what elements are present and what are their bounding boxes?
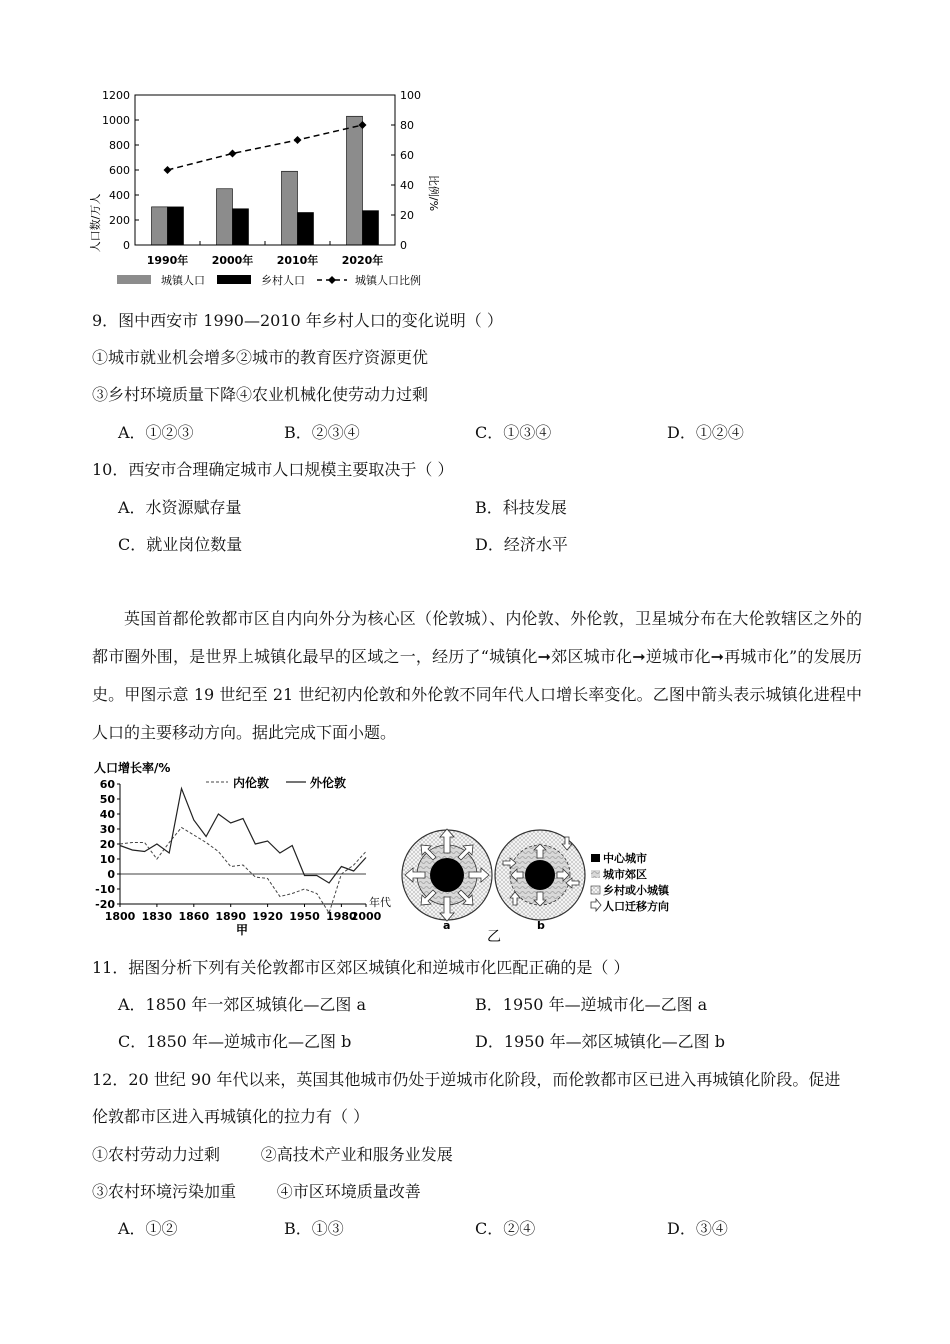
chart1-bar-urban — [152, 207, 168, 245]
q9-option-d[interactable]: D．①②④ — [667, 423, 744, 442]
q10-option-a[interactable]: A．水资源赋存量 — [118, 498, 242, 517]
q11-option-a[interactable]: A．1850 年一郊区城镇化—乙图 a — [118, 995, 366, 1014]
chart1-ytick-label: 1200 — [102, 89, 130, 102]
q9-option-a[interactable]: A．①②③ — [118, 423, 194, 442]
q11-option-b[interactable]: B．1950 年—逆城市化—乙图 a — [475, 995, 708, 1014]
chart2-ytick-label: 10 — [99, 853, 115, 866]
chart1-ytick-label: 600 — [109, 164, 130, 177]
chart1-ytick-label: 0 — [123, 239, 130, 252]
chart1-bar-urban — [282, 171, 298, 245]
diagram-a — [402, 829, 492, 932]
q12-option-b[interactable]: B．①③ — [284, 1219, 344, 1238]
chart2-outer-london-line — [120, 789, 366, 884]
chart1-y2tick-label: 40 — [400, 179, 414, 192]
legend-rural-swatch — [591, 886, 600, 894]
chart1-ratio-polyline — [168, 125, 363, 170]
chart2-xtick-label: 1980 — [326, 910, 357, 923]
legend-arrow-label: 人口迁移方向 — [603, 900, 669, 913]
chart2-xtick-label: 1860 — [178, 910, 210, 923]
chart2-ylabel: 人口增长率/% — [94, 761, 171, 775]
chart2-ytick-label: -10 — [95, 883, 115, 896]
chart2-xtick-label: 1830 — [141, 910, 173, 923]
q12-statement-2: ③农村环境污染加重 ④市区环境质量改善 — [92, 1182, 421, 1201]
passage-london: 英国首都伦敦都市区自内向外分为核心区（伦敦城）、内伦敦、外伦敦，卫星城分布在大伦敦辖区之外的都市圈外围，是世界上城镇化最早的区域之一，经历了“城镇化➞郊区城市化➞逆城市化➞再城市化”的发展历史。甲图示意 19 世纪至 21 世纪初内伦敦和外伦敦不同年代人口增长率变化。乙图中箭头表示城镇化进程中人口的主要移动方向。据此完成下面小题。 — [92, 609, 862, 742]
chart1-ytick-label: 800 — [109, 139, 130, 152]
q9-statement-2: ③乡村环境质量下降④农业机械化使劳动力过剩 — [92, 385, 429, 404]
central-city-b — [525, 860, 555, 890]
chart1-bar-rural — [298, 213, 314, 246]
q10-option-d[interactable]: D．经济水平 — [475, 535, 568, 554]
chart1-ytick-label: 400 — [109, 189, 130, 202]
chart2-xtick-label: 1800 — [104, 910, 136, 923]
chart2-xlabel: 年代 — [369, 896, 391, 909]
chart2-caption: 甲 — [236, 923, 249, 937]
q9-stem: 9．图中西安市 1990—2010 年乡村人口的变化说明（ ） — [92, 311, 503, 330]
urbanization-diagram — [395, 825, 695, 945]
q10-option-b[interactable]: B．科技发展 — [475, 498, 567, 517]
legend-outer-label: 外伦敦 — [310, 776, 347, 790]
legend-arrow-icon — [591, 899, 601, 911]
legend-suburb-swatch — [591, 870, 600, 878]
q11-option-c[interactable]: C．1850 年—逆城市化—乙图 b — [118, 1032, 352, 1051]
chart2-xtick-label: 1890 — [215, 910, 247, 923]
chart1-ytick-label: 1000 — [102, 114, 130, 127]
chart1-y2label: 比例/% — [427, 174, 440, 212]
london-growth-chart — [88, 758, 398, 938]
chart1-y2tick-label: 20 — [400, 209, 414, 222]
chart2-ytick-label: 60 — [99, 778, 115, 791]
chart2-legend — [206, 775, 346, 790]
chart1-bar-urban — [347, 116, 363, 245]
chart1-legend — [117, 273, 421, 287]
chart2-ytick-label: 20 — [99, 838, 115, 851]
chart1-bar-rural — [233, 209, 249, 245]
diagram-caption: 乙 — [487, 929, 501, 945]
chart1-ratio-point — [164, 166, 172, 174]
q10-stem: 10．西安市合理确定城市人口规模主要取决于（ ） — [92, 460, 454, 479]
q12-stem-line2: 伦敦都市区进入再城镇化的拉力有（ ） — [92, 1107, 370, 1126]
chart2-ytick-label: 30 — [99, 823, 115, 836]
chart1-y2tick-label: 0 — [400, 239, 407, 252]
q12-statement-1: ①农村劳动力过剩 ②高技术产业和服务业发展 — [92, 1145, 453, 1164]
chart1-xtick-label: 2010年 — [276, 254, 319, 267]
chart1-bar-urban — [217, 189, 233, 245]
legend-rural-label: 乡村或小城镇 — [603, 884, 669, 897]
diagram-label-a: a — [443, 919, 451, 932]
chart1-y2tick-label: 100 — [400, 89, 421, 102]
chart1-xtick-label: 2000年 — [211, 254, 254, 267]
q12-option-c[interactable]: C．②④ — [475, 1219, 536, 1238]
legend-ratio-marker — [328, 276, 336, 284]
q11-option-d[interactable]: D．1950 年—郊区城镇化—乙图 b — [475, 1032, 725, 1051]
legend-rural-label: 乡村人口 — [261, 274, 305, 287]
chart1-ratio-line — [164, 121, 367, 174]
chart2-xtick-label: 1950 — [289, 910, 320, 923]
legend-urban-label: 城镇人口 — [161, 274, 205, 287]
chart2-ytick-label: 40 — [99, 808, 115, 821]
chart2-inner-london-line — [120, 828, 366, 914]
chart2-ytick-label: 50 — [99, 793, 115, 806]
chart1-bar-rural — [363, 211, 379, 245]
legend-rural-swatch — [217, 275, 251, 284]
q12-option-a[interactable]: A．①② — [118, 1219, 178, 1238]
chart1-ratio-point — [229, 150, 237, 158]
chart1-y2tick-label: 80 — [400, 119, 414, 132]
q9-statement-1: ①城市就业机会增多②城市的教育医疗资源更优 — [92, 348, 429, 367]
chart2-lines — [120, 789, 366, 914]
q9-option-c[interactable]: C．①③④ — [475, 423, 552, 442]
legend-ratio-label: 城镇人口比例 — [355, 274, 421, 287]
chart2-xtick-label: 1920 — [252, 910, 283, 923]
q9-option-b[interactable]: B．②③④ — [284, 423, 360, 442]
q12-option-d[interactable]: D．③④ — [667, 1219, 728, 1238]
chart1-y2tick-label: 60 — [400, 149, 414, 162]
diagram-b — [495, 830, 585, 932]
q12-stem-line1: 12．20 世纪 90 年代以来，英国其他城市仍处于逆城市化阶段，而伦敦都市区已进入再城镇化阶段。促进 — [92, 1070, 841, 1089]
legend-urban-swatch — [117, 275, 151, 284]
legend-inner-label: 内伦敦 — [233, 776, 270, 790]
central-city-a — [430, 858, 464, 892]
legend-city-swatch — [591, 854, 600, 862]
legend-city-label: 中心城市 — [603, 852, 647, 865]
chart1-xtick-label: 1990年 — [146, 254, 189, 267]
chart1-xtick-label: 2020年 — [341, 254, 384, 267]
chart2-ytick-label: -20 — [95, 898, 115, 911]
diagram-legend — [591, 851, 670, 913]
q11-stem: 11．据图分析下列有关伦敦都市区郊区城镇化和逆城市化匹配正确的是（ ） — [92, 958, 630, 977]
chart2-xtick-label: 2000 — [350, 910, 382, 923]
chart1-ylabel: 人口数/万人 — [89, 193, 102, 253]
diagram-label-b: b — [537, 919, 545, 932]
chart1-bar-rural — [168, 207, 184, 245]
chart2-ytick-label: 0 — [107, 868, 115, 881]
chart1-ratio-point — [294, 136, 302, 144]
chart1-ytick-label: 200 — [109, 214, 130, 227]
q10-option-c[interactable]: C．就业岗位数量 — [118, 535, 243, 554]
chart1-bars — [152, 116, 379, 245]
legend-suburb-label: 城市郊区 — [603, 868, 647, 881]
population-chart — [85, 85, 455, 295]
